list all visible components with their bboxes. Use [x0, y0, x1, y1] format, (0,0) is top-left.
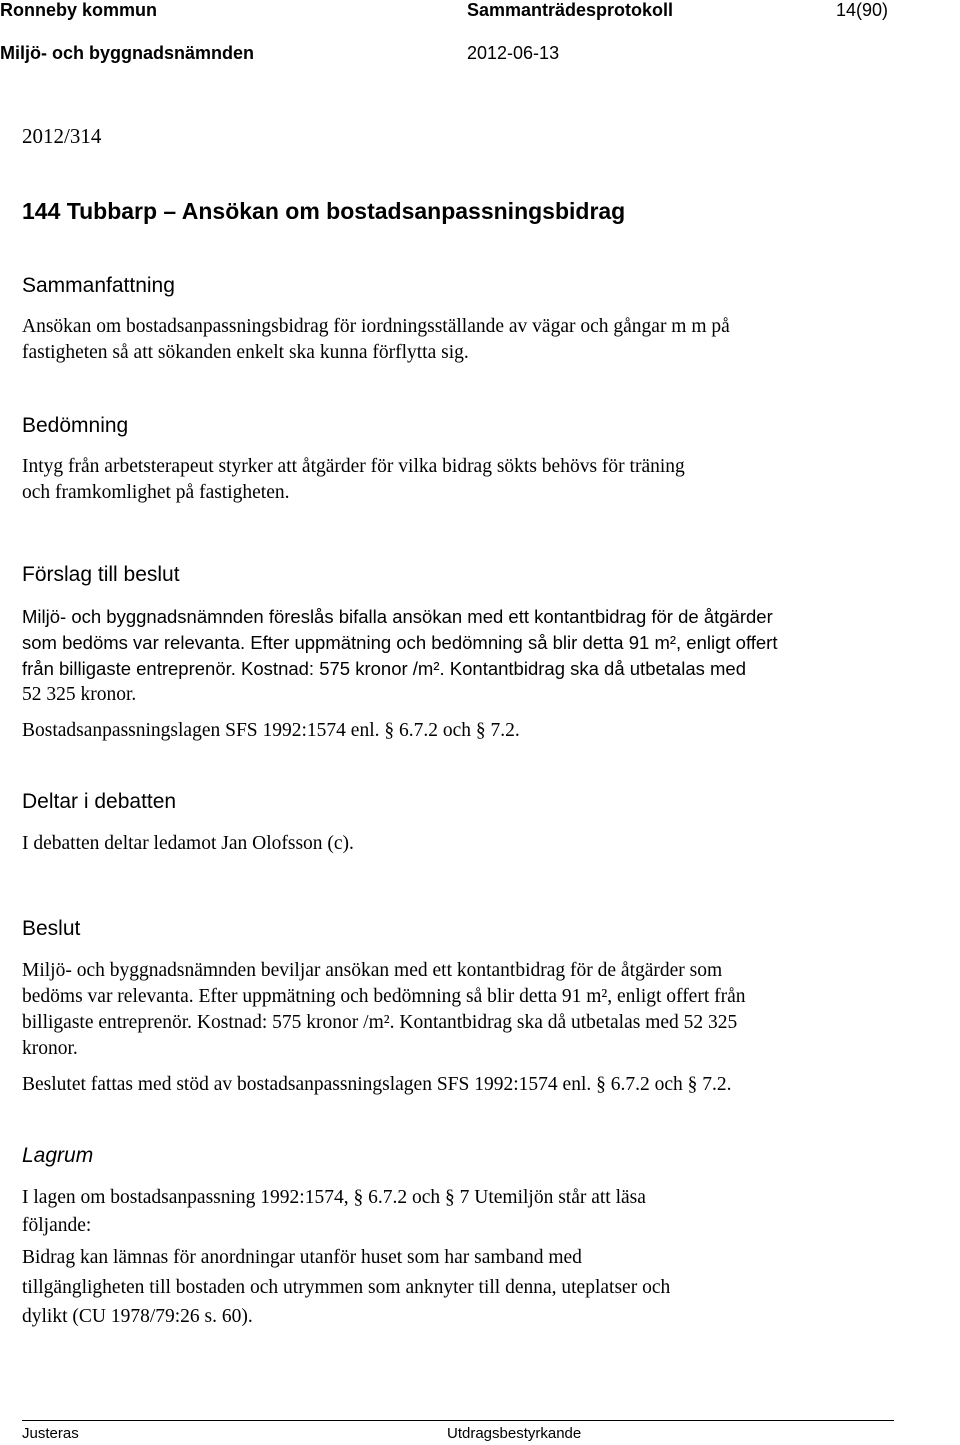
debate-heading: Deltar i debatten — [22, 790, 177, 813]
legal-line-5: dylikt (CU 1978/79:26 s. 60). — [22, 1306, 253, 1327]
proposal-line-4: 52 325 kronor. — [22, 684, 137, 705]
board-name: Miljö- och byggnadsnämnden — [0, 43, 255, 63]
assessment-line-2: och framkomlighet på fastigheten. — [22, 482, 290, 503]
decision-line-3: billigaste entreprenör. Kostnad: 575 kronor /m². Kontantbidrag ska då utbetalas med 52 325 — [22, 1012, 738, 1033]
decision-line-1: Miljö- och byggnadsnämnden beviljar ansökan med ett kontantbidrag för de åtgärder som — [22, 960, 723, 981]
legal-line-1: I lagen om bostadsanpassning 1992:1574, § 6.7.2 och § 7 Utemiljön står att läsa — [22, 1187, 646, 1208]
meeting-date: 2012-06-13 — [467, 43, 560, 63]
footer-divider — [22, 1420, 894, 1421]
summary-heading: Sammanfattning — [22, 274, 175, 297]
legal-heading: Lagrum — [22, 1144, 94, 1167]
proposal-line-3: från billigaste entreprenör. Kostnad: 575 kronor /m². Kontantbidrag ska då utbetalas med — [22, 658, 746, 679]
proposal-line-2: som bedöms var relevanta. Efter uppmätning och bedömning så blir detta 91 m², enligt offert — [22, 632, 778, 653]
footer-justeras: Justeras — [22, 1425, 79, 1442]
debate-text: I debatten deltar ledamot Jan Olofsson (c). — [22, 833, 354, 854]
decision-heading: Beslut — [22, 917, 81, 940]
decision-basis: Beslutet fattas med stöd av bostadsanpassningslagen SFS 1992:1574 enl. § 6.7.2 och § 7.2. — [22, 1074, 732, 1095]
footer-utdragsbestyrkande: Utdragsbestyrkande — [447, 1425, 582, 1442]
municipality-name: Ronneby kommun — [0, 0, 158, 20]
decision-line-2: bedöms var relevanta. Efter uppmätning och bedömning så blir detta 91 m², enligt offert från — [22, 986, 746, 1007]
case-number: 2012/314 — [22, 124, 102, 148]
assessment-heading: Bedömning — [22, 414, 129, 437]
assessment-line-1: Intyg från arbetsterapeut styrker att åtgärder för vilka bidrag sökts behövs för träning — [22, 456, 685, 477]
decision-line-4: kronor. — [22, 1038, 78, 1059]
page-title: 144 Tubbarp – Ansökan om bostadsanpassningsbidrag — [22, 198, 626, 224]
legal-line-3: Bidrag kan lämnas för anordningar utanför huset som har samband med — [22, 1247, 582, 1268]
proposal-law: Bostadsanpassningslagen SFS 1992:1574 enl. § 6.7.2 och § 7.2. — [22, 720, 520, 741]
proposal-heading: Förslag till beslut — [22, 563, 180, 586]
proposal-line-1: Miljö- och byggnadsnämnden föreslås bifalla ansökan med ett kontantbidrag för de åtgärder — [22, 606, 773, 627]
summary-line-1: Ansökan om bostadsanpassningsbidrag för iordningsställande av vägar och gångar m m på — [22, 316, 730, 337]
document-type: Sammanträdesprotokoll — [467, 0, 674, 20]
summary-line-2: fastigheten så att sökanden enkelt ska kunna förflytta sig. — [22, 342, 469, 363]
legal-line-2: följande: — [22, 1215, 92, 1236]
page-number: 14(90) — [836, 0, 889, 20]
legal-line-4: tillgängligheten till bostaden och utrymmen som anknyter till denna, uteplatser och — [22, 1277, 671, 1298]
